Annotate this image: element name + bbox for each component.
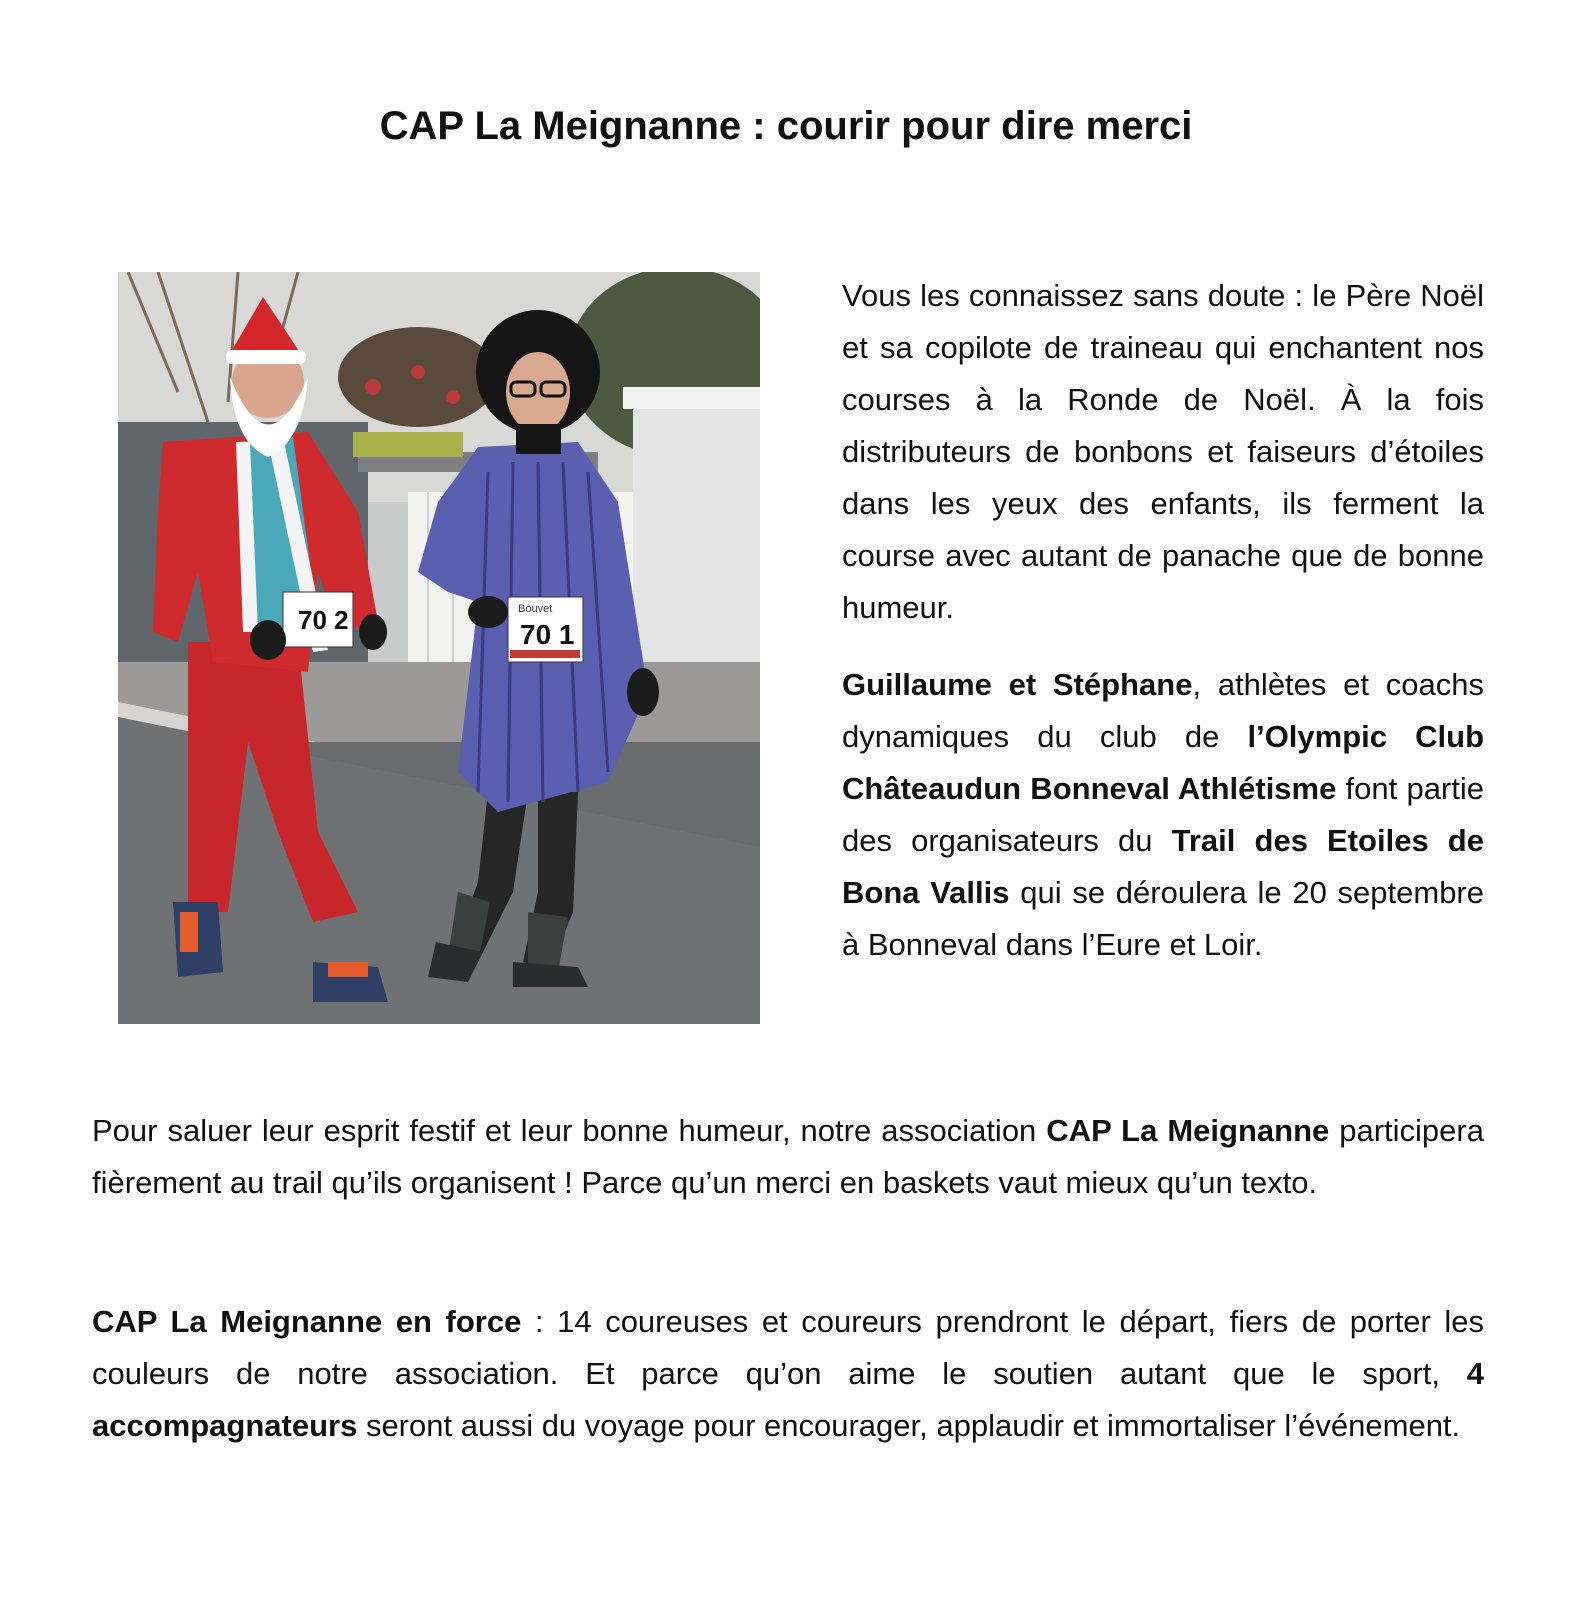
organizers-paragraph: Guillaume et Stéphane, athlètes et coachs dynamiques du club de l’Olympic Club Châteaudun Bonneval Athlétisme font partie des organisateurs du Trail des Etoiles de Bona Vallis qui se déroulera le 20 septembre à Bonneval dans l’Eure et Loir. — [842, 667, 1485, 962]
page-title: CAP La Meignanne : courir pour dire merci — [379, 104, 1193, 148]
runners-photo — [118, 272, 760, 1024]
team-paragraph: CAP La Meignanne en force : 14 coureuses et coureurs prendront le départ, fiers de porter les couleurs de notre association. Et parce qu’on aime le soutien autant que le sport, 4 accompagnateurs seront aussi du voyage pour encourager, applaudir et immortaliser l’événement. — [92, 1304, 1485, 1443]
bib-right: 70 1 — [520, 619, 575, 650]
participation-paragraph: Pour saluer leur esprit festif et leur bonne humeur, notre association CAP La Meignanne participera fièrement au trail qu’ils organisent ! Parce qu’un merci en baskets vaut mieux qu’un texto. — [92, 1113, 1484, 1200]
bib-left: 70 2 — [298, 605, 349, 635]
intro-paragraph: Vous les connaissez sans doute : le Père Noël et sa copilote de traineau qui enchantent nos courses à la Ronde de Noël. À la fois distributeurs de bonbons et faiseurs d’étoiles dans les yeux des enfants, ils ferment la course avec autant de panache que de bonne humeur. — [842, 278, 1484, 625]
bib-name: Bouvet — [518, 603, 553, 615]
